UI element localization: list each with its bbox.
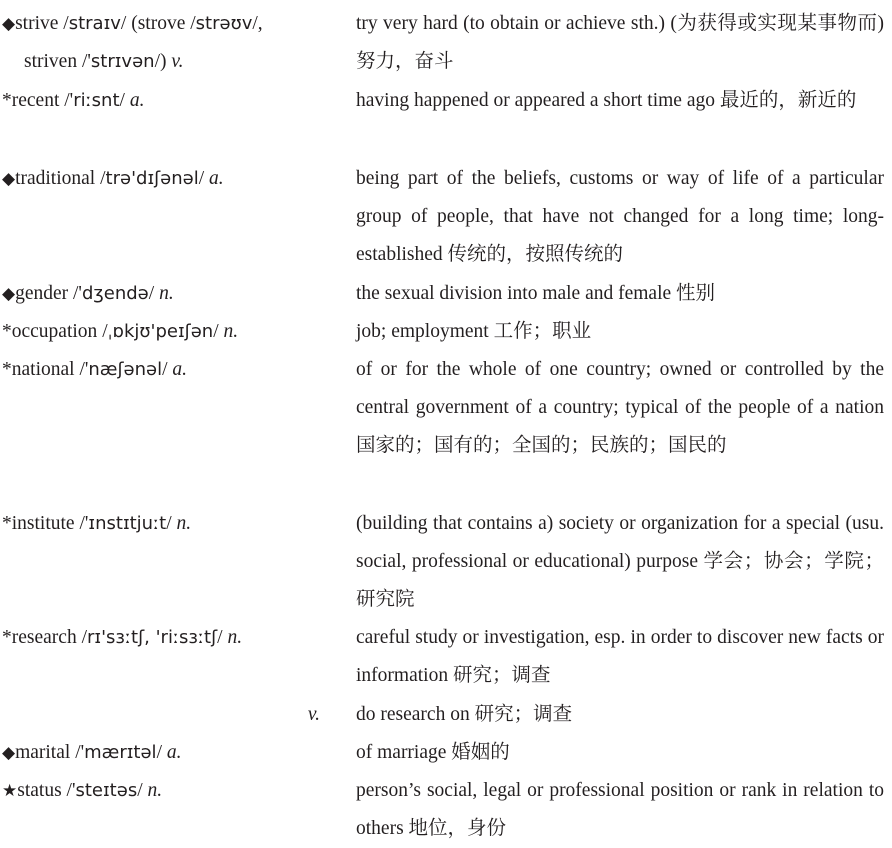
phonetic-slash: / bbox=[166, 513, 172, 534]
phonetic-slash: /' bbox=[75, 742, 85, 763]
definition: (building that contains a) society or organization for a special (usu. social, professional or educational) purpose 学会；协会；学院；研究院 bbox=[356, 513, 884, 610]
definition: try very hard (to obtain or achieve sth.) (为获得或实现某事物而)努力，奋斗 bbox=[356, 13, 884, 72]
phonetic: riːsnt bbox=[73, 90, 120, 111]
phonetic-slash: /) bbox=[154, 51, 167, 72]
headword bbox=[2, 160, 350, 198]
word: occupation bbox=[11, 321, 98, 342]
part-of-speech: n. bbox=[227, 627, 243, 648]
diamond-bullet-icon: ◆ bbox=[2, 743, 16, 763]
phonetic: trə'dɪʃənəl bbox=[105, 168, 199, 189]
phonetic: rɪ'sɜːtʃ, 'riːsɜːtʃ bbox=[87, 627, 218, 648]
diamond-bullet-icon: ◆ bbox=[2, 14, 16, 34]
headword bbox=[2, 772, 350, 810]
asterisk-marker: * bbox=[2, 90, 12, 111]
asterisk-marker: * bbox=[2, 321, 12, 342]
phonetic-slash: / bbox=[120, 13, 127, 34]
part-of-speech: v. bbox=[171, 51, 184, 72]
diamond-bullet-icon: ◆ bbox=[2, 169, 16, 189]
phonetic-slash: / bbox=[213, 321, 219, 342]
headword bbox=[2, 5, 350, 81]
phonetic-slash: / bbox=[137, 780, 143, 801]
word: traditional bbox=[15, 168, 96, 189]
phonetic-slash: / bbox=[63, 13, 69, 34]
word: strive bbox=[15, 13, 59, 34]
phonetic-slash: /' bbox=[73, 283, 82, 304]
definition: of marriage 婚姻的 bbox=[356, 742, 510, 763]
word: marital bbox=[15, 742, 71, 763]
part-of-speech: a. bbox=[166, 742, 182, 763]
past-tense: (strove / bbox=[131, 13, 196, 34]
phonetic: straɪv bbox=[68, 13, 121, 34]
phonetic-slash: /' bbox=[66, 780, 76, 801]
part-of-speech: n. bbox=[159, 283, 174, 304]
phonetic: dʒendə bbox=[81, 283, 149, 304]
headword bbox=[2, 505, 350, 543]
diamond-bullet-icon: ◆ bbox=[2, 284, 16, 304]
phonetic-slash: / bbox=[119, 90, 125, 111]
word: institute bbox=[11, 513, 75, 534]
definition: job; employment 工作；职业 bbox=[356, 321, 592, 342]
phonetic: ˌɒkjʊ'peɪʃən bbox=[107, 321, 214, 342]
phonetic: næʃənəl bbox=[88, 359, 163, 380]
definition: do research on 研究；调查 bbox=[356, 704, 573, 725]
part-of-speech: n. bbox=[147, 780, 163, 801]
headword bbox=[2, 696, 320, 734]
phonetic-slash: /, bbox=[252, 13, 263, 34]
phonetic-slash: / bbox=[148, 283, 155, 304]
headword bbox=[2, 734, 350, 772]
phonetic-slash: / bbox=[162, 359, 168, 380]
definition: person’s social, legal or professional position or rank in relation to others 地位，身份 bbox=[356, 780, 884, 839]
headword bbox=[2, 313, 350, 351]
phonetic: mærɪtəl bbox=[84, 742, 157, 763]
phonetic-slash: / bbox=[156, 742, 162, 763]
headword bbox=[2, 619, 350, 657]
asterisk-marker: * bbox=[2, 359, 12, 380]
phonetic-slash: / bbox=[217, 627, 223, 648]
word: status bbox=[17, 780, 62, 801]
phonetic: ɪnstɪtjuːt bbox=[88, 513, 167, 534]
past-participle: striven /' bbox=[24, 51, 91, 72]
phonetic-slash: /' bbox=[64, 90, 74, 111]
part-of-speech: a. bbox=[172, 359, 187, 380]
part-of-speech: n. bbox=[223, 321, 239, 342]
phonetic-slash: / bbox=[198, 168, 205, 189]
headword bbox=[2, 82, 350, 120]
definition: being part of the beliefs, customs or way of life of a particular group of people, that have not changed for a long time; long-established 传统的，按照传统的 bbox=[356, 168, 884, 265]
phonetic-slash: / bbox=[100, 168, 106, 189]
definition: of or for the whole of one country; owned or controlled by the central government of a country; typical of the people of a nation 国家的；国有的；全国的；民族的；国民的 bbox=[356, 359, 884, 456]
word: research bbox=[11, 627, 77, 648]
asterisk-marker: * bbox=[2, 513, 12, 534]
phonetic: steɪtəs bbox=[75, 780, 138, 801]
part-of-speech: a. bbox=[209, 168, 224, 189]
asterisk-marker: * bbox=[2, 627, 12, 648]
phonetic-slash: / bbox=[81, 627, 87, 648]
headword-continuation bbox=[2, 43, 350, 81]
phonetic-slash: /' bbox=[79, 359, 89, 380]
word: gender bbox=[15, 283, 69, 304]
definition: having happened or appeared a short time ago 最近的，新近的 bbox=[356, 90, 857, 111]
star-bullet-icon: ★ bbox=[2, 781, 18, 801]
part-of-speech: n. bbox=[176, 513, 192, 534]
phonetic-slash: / bbox=[102, 321, 108, 342]
headword bbox=[2, 351, 350, 389]
past-tense-phonetic: strəʊv bbox=[195, 13, 253, 34]
part-of-speech: a. bbox=[129, 90, 145, 111]
definition: careful study or investigation, esp. in order to discover new facts or information 研究；调查 bbox=[356, 627, 884, 686]
part-of-speech: v. bbox=[307, 704, 320, 725]
headword bbox=[2, 275, 350, 313]
word: recent bbox=[11, 90, 60, 111]
definition: the sexual division into male and female 性别 bbox=[356, 283, 716, 304]
word: national bbox=[11, 359, 75, 380]
phonetic-slash: /' bbox=[79, 513, 89, 534]
past-participle-phonetic: strɪvən bbox=[90, 51, 155, 72]
